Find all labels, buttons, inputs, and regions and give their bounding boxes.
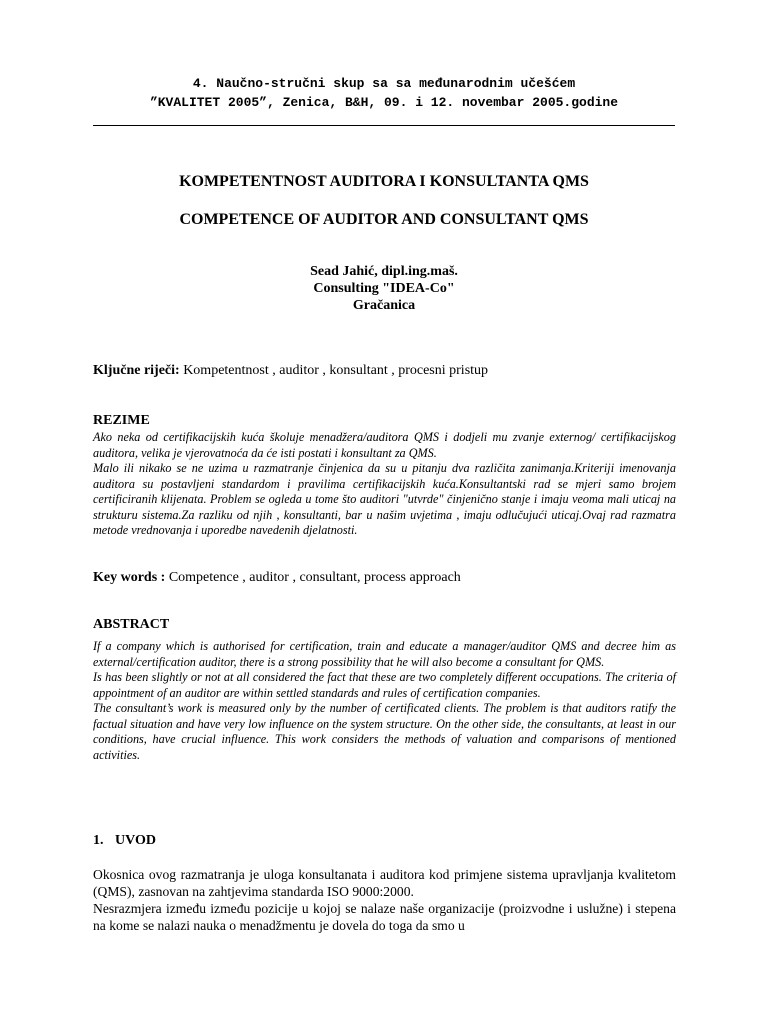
keywords-local-label: Ključne riječi: [93,363,180,378]
section-1-title: UVOD [115,833,156,848]
rezime-paragraph: Malo ili nikako se ne uzima u razmatranje činjenica da su u pitanju dva različita zanimanja.Kriteriji imenovanja auditora su postavljeni standardom i pravilima certifikacijskih kuća.Konsultantski rad se mjeri samo brojem certificiranih klijenata. Problem se ogleda u tome što auditori "utvrde" činjenično stanje i imaju veoma mali uticaj na strukturu sistema.Za razliku od njih , konsultanti, bar u našim uvjetima , imaju odlučujući uticaj.Ovaj rad razmatra metode vrednovanja i uporedbe navedenih djelatnosti. [93,461,676,537]
keywords-english-value: Competence , auditor , consultant, process approach [165,570,461,585]
abstract-heading: ABSTRACT [93,617,170,632]
keywords-english [93,570,693,586]
section-1-heading [93,833,156,849]
abstract-body [93,639,676,763]
author-block [93,263,675,314]
rezime-paragraph: Ako neka od certifikacijskih kuća školuje menadžera/auditora QMS i dodjeli mu zvanje externog/ certifikacijskog auditora, velika je vjerovatnoća da će isti postati i konsultant za QMS. [93,430,676,460]
paper-title-english: COMPETENCE OF AUDITOR AND CONSULTANT QMS [179,211,589,228]
header-divider [93,125,675,126]
conference-header-line-1: 4. Naučno-stručni skup sa sa međunarodnim učešćem [192,76,576,91]
keywords-local [93,363,693,379]
abstract-paragraph: If a company which is authorised for certification, train and educate a manager/auditor QMS and decree him as external/certification auditor, there is a strong possibility that he will also become a consultant for QMS. [93,639,676,669]
conference-header [93,74,675,112]
section-1-number: 1. [93,833,104,848]
keywords-english-label: Key words : [93,570,166,585]
keywords-local-value: Kompetentnost , auditor , konsultant , procesni pristup [179,363,489,378]
abstract-paragraph: Is has been slightly or not at all considered the fact that these are two completely different occupations. The criteria of appointment of an auditor are within settled standards and rules of certification companies. [93,670,676,700]
section-1-paragraph: Nesrazmjera između između pozicije u kojoj se nalaze naše organizacije (proizvodne i uslužne) i stepena na kome se nalazi nauka o menadžmentu je dovela do toga da smo u [93,901,676,933]
abstract-paragraph: The consultant’s work is measured only by the number of certificated clients. The problem is that auditors ratify the factual situation and have very low influence on the system structure. On the other side, the consultants, at least in our conditions, have crucial influence. This work considers the methods of valuation and comparisons of mentioned activities. [93,701,676,762]
section-1-paragraph: Okosnica ovog razmatranja je uloga konsultanata i auditora kod primjene sistema upravljanja kvalitetom (QMS), zasnovan na zahtjevima standarda ISO 9000:2000. [93,867,676,899]
author-company: Consulting "IDEA-Co" [313,281,455,296]
author-name: Sead Jahić, dipl.ing.maš. [310,264,458,279]
paper-title-local: KOMPETENTNOST AUDITORA I KONSULTANTA QMS [179,173,589,190]
rezime-heading: REZIME [93,413,150,428]
author-city: Gračanica [352,298,416,313]
section-1-body [93,866,676,934]
rezime-body [93,430,676,539]
conference-header-line-2: ”KVALITET 2005”, Zenica, B&H, 09. i 12. novembar 2005.godine [149,95,619,110]
